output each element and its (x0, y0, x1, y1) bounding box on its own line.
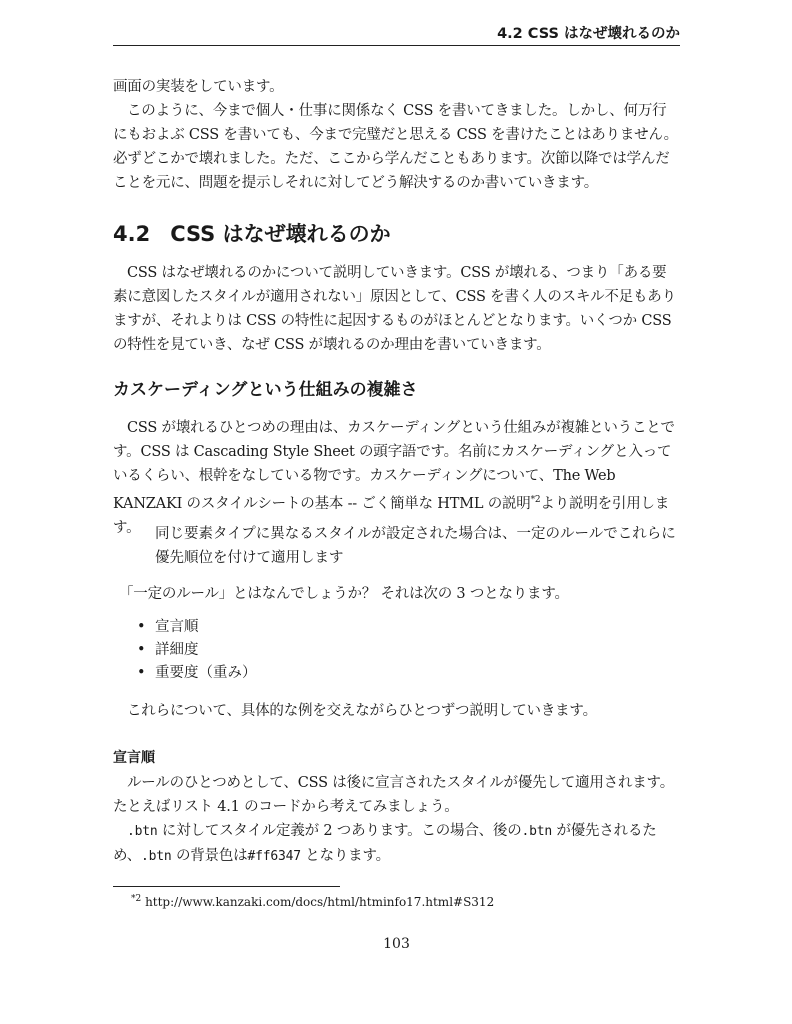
block-quote: 同じ要素タイプに異なるスタイルが設定された場合は、一定のルールでこれらに優先順位を付けて適用します (155, 526, 676, 566)
footnote-link[interactable]: http://www.kanzaki.com/docs/html/htminfo17.html#S312 (145, 895, 495, 909)
footnote (131, 890, 494, 911)
subsection-heading: カスケーディングという仕組みの複雑さ (113, 380, 418, 400)
intro-paragraph-2: このように、今まで個人・仕事に関係なく CSS を書いてきました。しかし、何万行にもおよぶ CSS を書いても、今まで完璧だと思える CSS を書けたことはありません。必ずどこかで壊れました。ただ、ここから学んだこともあります。次節以降では学んだことを元に、問題を提示しそれに対してどう解決するのか書いていきます。 (113, 103, 678, 191)
list-item: • 宣言順 (135, 616, 257, 639)
rules-outro: これらについて、具体的な例を交えながらひとつずつ説明していきます。 (127, 703, 597, 719)
paragraph-text: が優先されるため、 (113, 823, 657, 864)
rules-intro: 「一定のルール」とはなんでしょうか？ それは次の 3 つとなります。 (119, 586, 569, 602)
cascading-paragraph-text: CSS が壊れるひとつめの理由は、カスケーディングという仕組みが複雑ということです。CSS は Cascading Style Sheet の頭字語です。名前にカスケーディングと入っているくらい、根幹をなしている物です。カスケーディングについて、The Web KANZAKI のスタイルシートの基本 -- ごく簡単な HTML の説明 (113, 420, 675, 512)
paragraph-text: となります。 (300, 848, 390, 864)
page-number: 103 (383, 936, 410, 952)
footnote-rule (113, 886, 340, 887)
running-head: 4.2 CSS はなぜ壊れるのか (497, 26, 680, 42)
code-inline: #ff6347 (247, 849, 301, 864)
declaration-paragraph-2 (113, 819, 680, 869)
list-item: • 詳細度 (135, 639, 257, 662)
section-heading (113, 218, 391, 250)
footnote-reference[interactable]: *2 (530, 495, 541, 505)
code-inline: .btn (521, 824, 553, 839)
section-title: CSS はなぜ壊れるのか (170, 222, 391, 246)
header-rule (113, 45, 680, 46)
declaration-paragraph-1: ルールのひとつめとして、CSS は後に宣言されたスタイルが優先して適用されます。たとえばリスト 4.1 のコードから考えてみましょう。 (113, 775, 674, 815)
section-paragraph: CSS はなぜ壊れるのかについて説明していきます。CSS が壊れる、つまり「ある要素に意図したスタイルが適用されない」原因として、CSS を書く人のスキル不足もありますが、それよりは CSS の特性に起因するものがほとんどとなります。いくつか CSS の特性を見ていき、なぜ CSS が壊れるのか理由を書いていきます。 (113, 265, 676, 353)
cascading-paragraph-tail: より説明を引用します。 (113, 495, 670, 536)
paragraph-text: の背景色は (171, 848, 248, 864)
footnote-mark: *2 (131, 894, 142, 904)
section-number: 4.2 (113, 222, 151, 246)
book-page (113, 0, 680, 1024)
code-inline: .btn (127, 824, 158, 839)
paragraph-heading: 宣言順 (113, 750, 155, 766)
paragraph-text: に対してスタイル定義が 2 つあります。この場合、後の (157, 823, 522, 839)
intro-paragraph-1: 画面の実装をしています。 (113, 79, 284, 95)
rules-list (135, 616, 257, 685)
code-inline: .btn (141, 849, 172, 864)
list-item: • 重要度（重み） (135, 662, 257, 685)
